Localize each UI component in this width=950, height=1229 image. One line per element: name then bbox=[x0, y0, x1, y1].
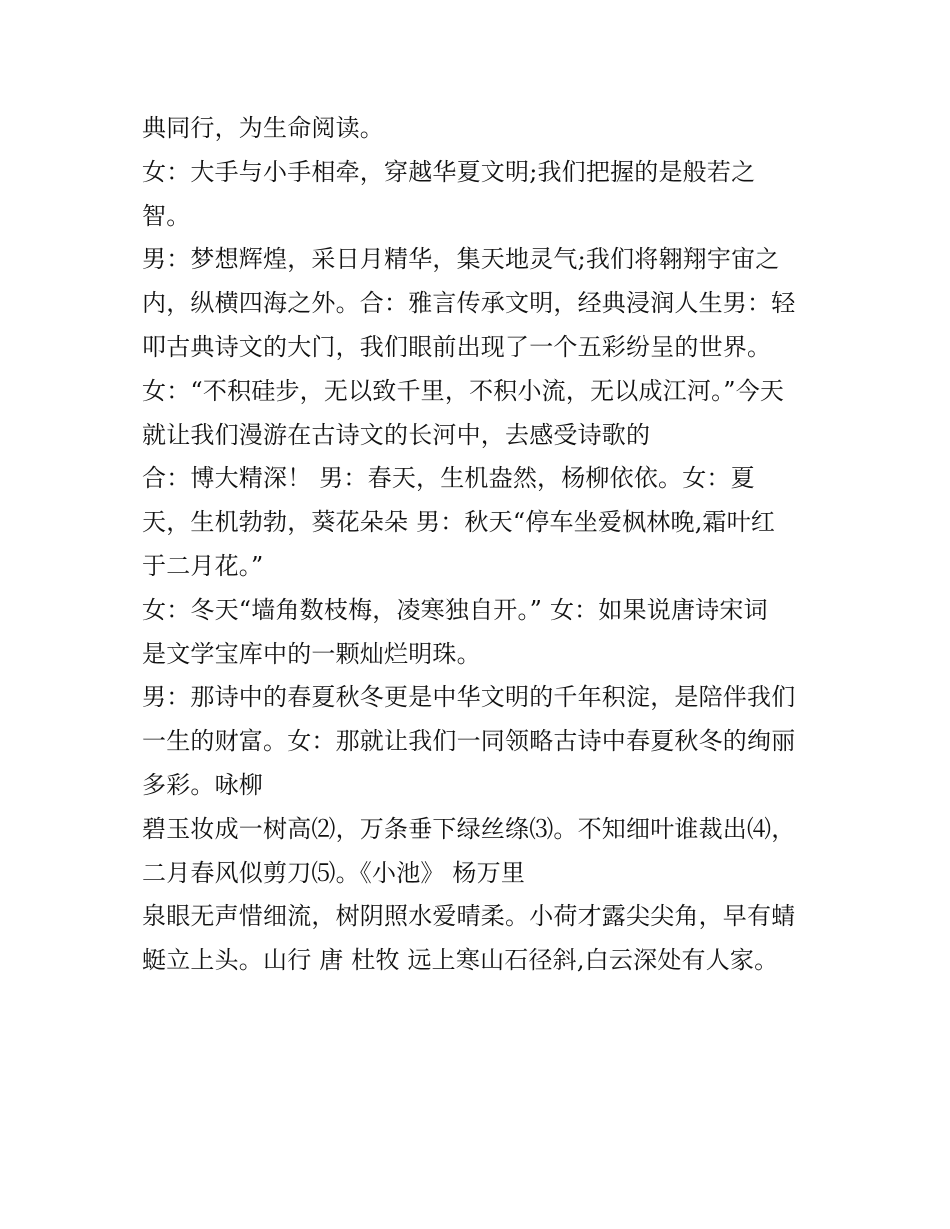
text-line: 泉眼无声惜细流，树阴照水爱晴柔。小荷才露尖尖角，早有蜻 bbox=[142, 902, 796, 931]
text-line: 叩古典诗文的大门，我们眼前出现了一个五彩纷呈的世界。 bbox=[142, 332, 772, 361]
text-line: 男：那诗中的春夏秋冬更是中华文明的千年积淀，是陪伴我们 bbox=[142, 683, 796, 712]
text-line: 女：大手与小手相牵，穿越华夏文明;我们把握的是般若之 bbox=[142, 157, 756, 186]
text-line: 合：博大精深！ 男：春天，生机盎然，杨柳依依。女：夏 bbox=[142, 464, 755, 493]
text-line: 多彩。咏柳 bbox=[142, 770, 263, 799]
text-line: 碧玉妆成一树高⑵，万条垂下绿丝绦⑶。不知细叶谁裁出⑷， bbox=[142, 814, 796, 843]
document-body bbox=[142, 107, 822, 983]
text-line: 女：冬天“墙角数枝梅，凌寒独自开。” 女：如果说唐诗宋词 bbox=[142, 595, 768, 624]
text-line: 男：梦想辉煌，采日月精华，集天地灵气;我们将翱翔宇宙之 bbox=[142, 245, 780, 274]
text-line: 女：“不积硅步，无以致千里，不积小流，无以成江河。”今天 bbox=[142, 376, 785, 405]
text-line: 内，纵横四海之外。合：雅言传承文明，经典浸润人生男：轻 bbox=[142, 289, 796, 318]
text-line: 一生的财富。女：那就让我们一同领略古诗中春夏秋冬的绚丽 bbox=[142, 727, 796, 756]
text-line: 于二月花。” bbox=[142, 551, 264, 580]
text-line: 二月春风似剪刀⑸。《小池》 杨万里 bbox=[142, 858, 526, 887]
text-line: 就让我们漫游在古诗文的长河中，去感受诗歌的 bbox=[142, 420, 651, 449]
text-line: 典同行，为生命阅读。 bbox=[142, 114, 384, 142]
text-line: 蜓立上头。山行 唐 杜牧 远上寒山石径斜,白云深处有人家。 bbox=[142, 946, 779, 975]
text-line: 是文学宝库中的一颗灿烂明珠。 bbox=[142, 639, 481, 668]
text-line: 天，生机勃勃，葵花朵朵 男：秋天“停车坐爱枫林晚,霜叶红 bbox=[142, 508, 776, 537]
text-line: 智。 bbox=[142, 201, 191, 230]
